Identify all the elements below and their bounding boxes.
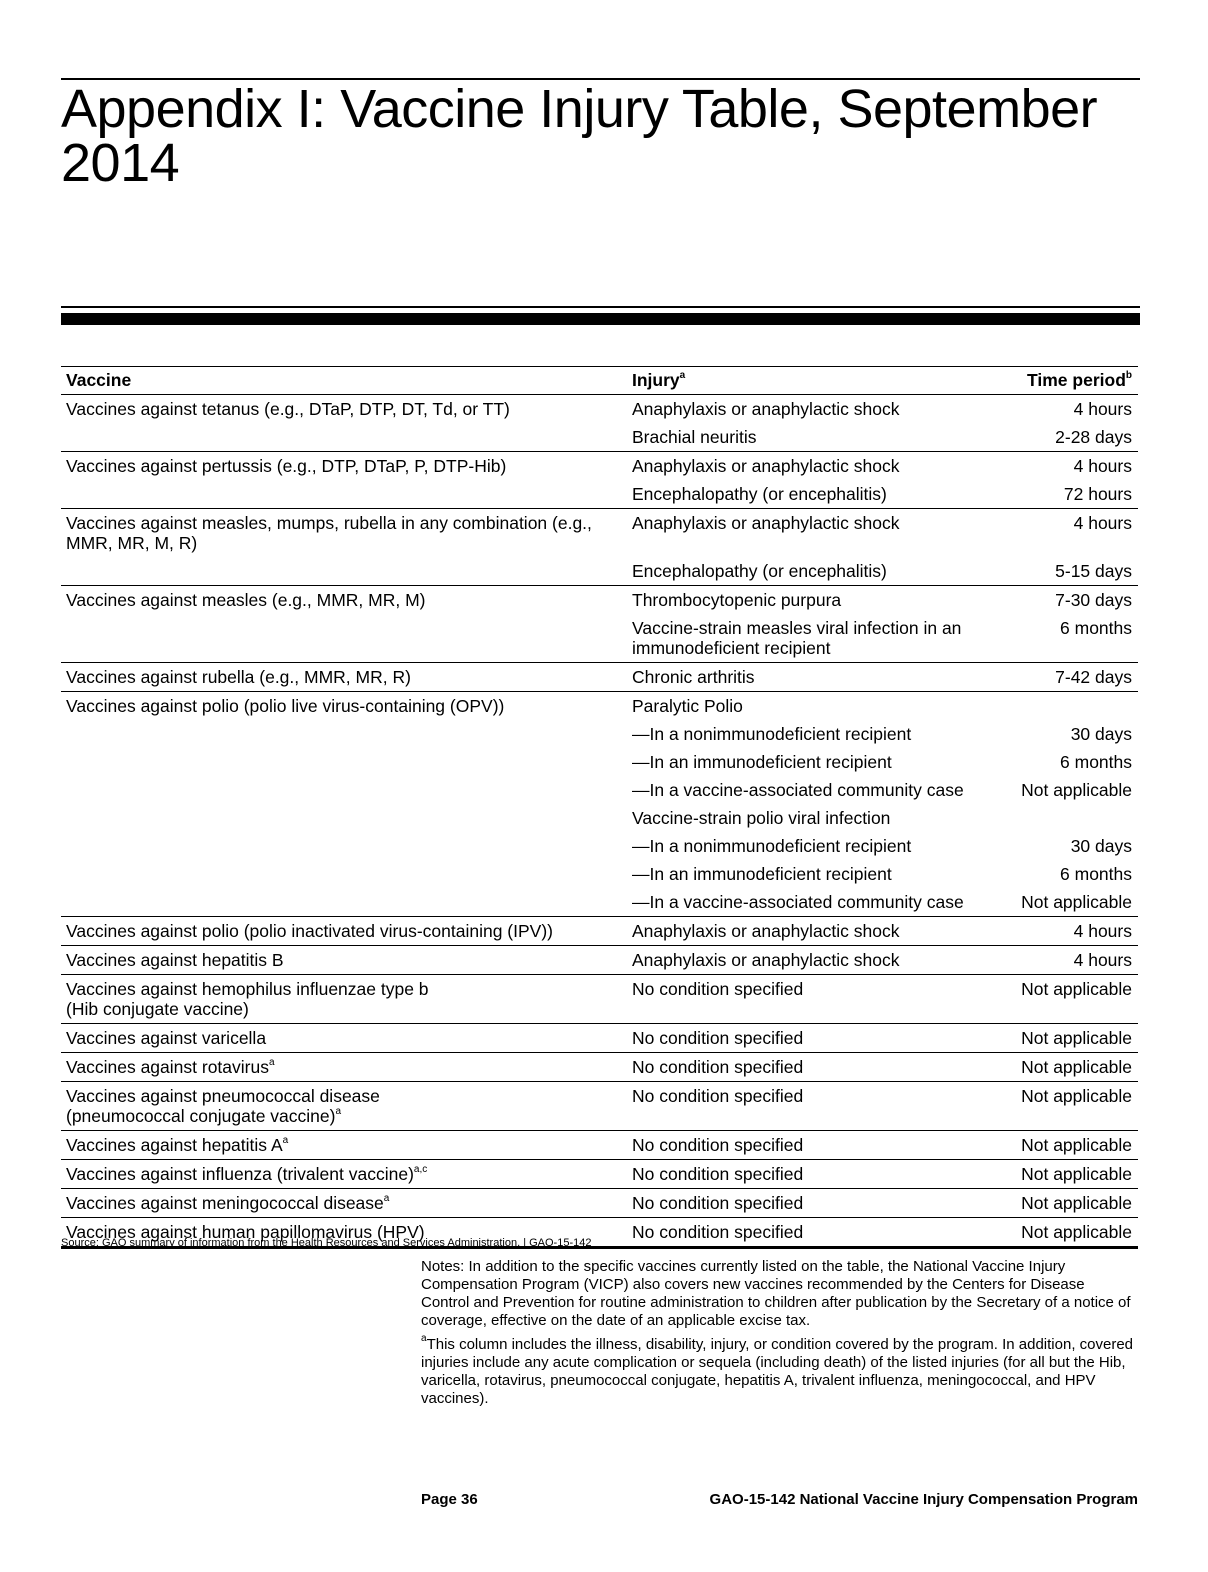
- table-row: [61, 975, 1138, 1024]
- page-title: Appendix I: Vaccine Injury Table, September 2014: [61, 79, 1098, 193]
- time-period-cell: Not applicable: [1021, 780, 1132, 800]
- table-row: [61, 1160, 1138, 1189]
- injury-cell: Anaphylaxis or anaphylactic shock: [632, 399, 900, 419]
- vaccine-cell: Vaccines against rotavirus$^a$: [61, 1053, 627, 1082]
- table-row: [61, 423, 1138, 452]
- table-row: [61, 1131, 1138, 1160]
- vaccine-cell: [61, 480, 627, 509]
- table-row: [61, 832, 1138, 860]
- injury-cell: Vaccine-strain polio viral infection: [632, 808, 891, 828]
- vaccine-cell: Vaccines against polio (polio live virus-containing (OPV)): [61, 692, 627, 721]
- time-period-cell: 4 hours: [1013, 509, 1138, 558]
- time-period-cell: 4 hours: [1073, 399, 1132, 419]
- footnote-marker: a: [383, 1193, 390, 1204]
- table-row: [61, 480, 1138, 509]
- injury-cell: No condition specified: [627, 1218, 1013, 1248]
- injury-cell: Paralytic Polio: [627, 692, 1013, 721]
- injury-cell: —In a vaccine-associated community case: [632, 892, 964, 912]
- vaccine-cell: Vaccines against tetanus (e.g., DTaP, DTP, DT, Td, or TT): [66, 399, 510, 419]
- footnote-marker: a: [335, 1106, 342, 1117]
- vaccine-cell: Vaccines against meningococcal disease$^a$: [61, 1189, 627, 1218]
- header-vaccine: Vaccine: [66, 370, 132, 390]
- injury-cell: Vaccine-strain measles viral infection in an immunodeficient recipient: [632, 618, 962, 658]
- table-row: [61, 776, 1138, 804]
- vaccine-cell: [61, 557, 627, 586]
- vaccine-cell: Vaccines against influenza (trivalent vaccine)$^{a,c}$: [61, 1160, 627, 1189]
- time-period-cell: [1013, 692, 1138, 721]
- vaccine-cell: [61, 804, 627, 832]
- time-period-cell: 72 hours: [1063, 484, 1132, 504]
- table-row: [61, 748, 1138, 776]
- vaccine-cell: [61, 888, 627, 917]
- vaccine-cell: [61, 720, 627, 748]
- document-id: GAO-15-142 National Vaccine Injury Compensation Program: [709, 1491, 1138, 1508]
- injury-cell: —In a vaccine-associated community case: [632, 780, 964, 800]
- table-row: [61, 452, 1138, 481]
- section-rule-thin: [61, 306, 1140, 308]
- table-row: [61, 663, 1138, 692]
- injury-cell: No condition specified: [627, 975, 1013, 1024]
- injury-cell: —In a nonimmunodeficient recipient: [632, 724, 912, 744]
- vaccine-cell: [61, 748, 627, 776]
- vaccine-cell: [61, 776, 627, 804]
- vaccine-cell: [61, 614, 627, 663]
- header-time-period: Time period$^b$: [1027, 370, 1132, 390]
- table-row: [61, 946, 1138, 975]
- vaccine-cell: [61, 860, 627, 888]
- vaccine-cell: Vaccines against rubella (e.g., MMR, MR, R): [61, 663, 627, 692]
- table-row: [61, 509, 1138, 558]
- table-row: [61, 692, 1138, 721]
- table-row: [61, 804, 1138, 832]
- time-period-cell: Not applicable: [1021, 892, 1132, 912]
- injury-cell: Anaphylaxis or anaphylactic shock: [627, 509, 1013, 558]
- injury-cell: —In a nonimmunodeficient recipient: [632, 836, 912, 856]
- footnote-marker: a: [282, 1135, 289, 1146]
- time-period-cell: Not applicable: [1013, 1189, 1138, 1218]
- injury-cell: Encephalopathy (or encephalitis): [632, 561, 887, 581]
- table-header-row: [61, 367, 1138, 395]
- time-period-cell: 5-15 days: [1055, 561, 1132, 581]
- header-injury: Injury$^a$: [632, 370, 686, 390]
- table-row: [61, 1024, 1138, 1053]
- time-period-cell: 4 hours: [1013, 452, 1138, 481]
- injury-cell: Thrombocytopenic purpura: [627, 586, 1013, 615]
- table-row: [61, 888, 1138, 917]
- table-row: [61, 860, 1138, 888]
- injury-cell: Anaphylaxis or anaphylactic shock: [627, 452, 1013, 481]
- section-rule-thick: [61, 313, 1140, 325]
- vaccine-cell: Vaccines against hemophilus influenzae type b (Hib conjugate vaccine): [61, 975, 627, 1024]
- time-period-cell: 4 hours: [1013, 946, 1138, 975]
- time-period-cell: 7-42 days: [1013, 663, 1138, 692]
- table-row: [61, 720, 1138, 748]
- notes-block: [421, 1258, 1136, 1414]
- vaccine-cell: Vaccines against pertussis (e.g., DTP, DTaP, P, DTP-Hib): [61, 452, 627, 481]
- time-period-cell: 6 months: [1060, 864, 1132, 884]
- table-row: [61, 917, 1138, 946]
- time-period-cell: 4 hours: [1013, 917, 1138, 946]
- vaccine-cell: Vaccines against varicella: [61, 1024, 627, 1053]
- table-row: [61, 586, 1138, 615]
- time-period-cell: 7-30 days: [1013, 586, 1138, 615]
- footnote-a: $^a$This column includes the illness, disability, injury, or condition covered by the program. In addition, covered injuries include any acute complication or sequela (including death) of the listed injuries (for all but the Hib, varicella, rotavirus, pneumococcal conjugate, hepatitis A, trivalent influenza, meningococcal, and HPV vaccines).: [421, 1333, 1134, 1407]
- time-period-cell: 6 months: [1060, 752, 1132, 772]
- time-period-cell: [1013, 804, 1138, 832]
- injury-cell: No condition specified: [627, 1024, 1013, 1053]
- table-row: [61, 557, 1138, 586]
- time-period-cell: 2-28 days: [1055, 427, 1132, 447]
- injury-cell: No condition specified: [627, 1053, 1013, 1082]
- time-period-cell: Not applicable: [1013, 1160, 1138, 1189]
- time-period-cell: 6 months: [1060, 618, 1132, 638]
- vaccine-cell: Vaccines against hepatitis $A^a$: [61, 1131, 627, 1160]
- footnote-marker: b: [1125, 370, 1132, 381]
- table-row: [61, 1053, 1138, 1082]
- injury-cell: Encephalopathy (or encephalitis): [632, 484, 887, 504]
- injury-cell: Anaphylaxis or anaphylactic shock: [627, 946, 1013, 975]
- injury-cell: Brachial neuritis: [632, 427, 757, 447]
- source-line: Source: GAO summary of information from the Health Resources and Services Administration. | GAO-15-142: [61, 1237, 592, 1249]
- notes-intro: Notes: In addition to the specific vaccines currently listed on the table, the National Vaccine Injury Compensation Program (VICP) also covers new vaccines recommended by the Centers for Disease Control and Prevention for routine administration to children after publication by the Secretary of a notice of coverage, effective on the date of an applicable excise tax.: [421, 1258, 1131, 1329]
- table-row: [61, 1082, 1138, 1131]
- vaccine-cell: Vaccines against measles (e.g., MMR, MR, M): [61, 586, 627, 615]
- vaccine-cell: Vaccines against pneumococcal disease (pneumococcal conjugate vaccine)$^a$: [61, 1082, 627, 1131]
- page-number: Page 36: [421, 1491, 478, 1508]
- injury-cell: Chronic arthritis: [627, 663, 1013, 692]
- time-period-cell: 30 days: [1070, 836, 1132, 856]
- injury-cell: No condition specified: [627, 1082, 1013, 1131]
- vaccine-cell: Vaccines against polio (polio inactivated virus-containing (IPV)): [61, 917, 627, 946]
- vaccine-injury-table: [61, 366, 1138, 1249]
- time-period-cell: Not applicable: [1013, 1024, 1138, 1053]
- footnote-marker: a: [268, 1057, 275, 1068]
- footnote-marker: a,c: [413, 1164, 428, 1175]
- injury-cell: —In an immunodeficient recipient: [632, 752, 892, 772]
- vaccine-cell: Vaccines against human papillomavirus (HPV): [61, 1218, 627, 1248]
- time-period-cell: 30 days: [1070, 724, 1132, 744]
- footnote-marker: a: [679, 370, 686, 381]
- table-row: [61, 1189, 1138, 1218]
- vaccine-cell: [61, 832, 627, 860]
- table-row: [61, 614, 1138, 663]
- injury-cell: No condition specified: [627, 1189, 1013, 1218]
- table-row: [61, 395, 1138, 424]
- time-period-cell: Not applicable: [1013, 1053, 1138, 1082]
- vaccine-cell: [61, 423, 627, 452]
- table-body: [61, 395, 1138, 1248]
- injury-cell: Anaphylaxis or anaphylactic shock: [627, 917, 1013, 946]
- injury-cell: —In an immunodeficient recipient: [632, 864, 892, 884]
- time-period-cell: Not applicable: [1013, 1082, 1138, 1131]
- time-period-cell: Not applicable: [1013, 1218, 1138, 1248]
- vaccine-cell: Vaccines against hepatitis B: [61, 946, 627, 975]
- time-period-cell: Not applicable: [1013, 975, 1138, 1024]
- footnote-marker: a: [421, 1333, 427, 1344]
- vaccine-cell: Vaccines against measles, mumps, rubella in any combination (e.g., MMR, MR, M, R): [61, 509, 627, 558]
- time-period-cell: Not applicable: [1013, 1131, 1138, 1160]
- injury-cell: No condition specified: [627, 1131, 1013, 1160]
- injury-cell: No condition specified: [627, 1160, 1013, 1189]
